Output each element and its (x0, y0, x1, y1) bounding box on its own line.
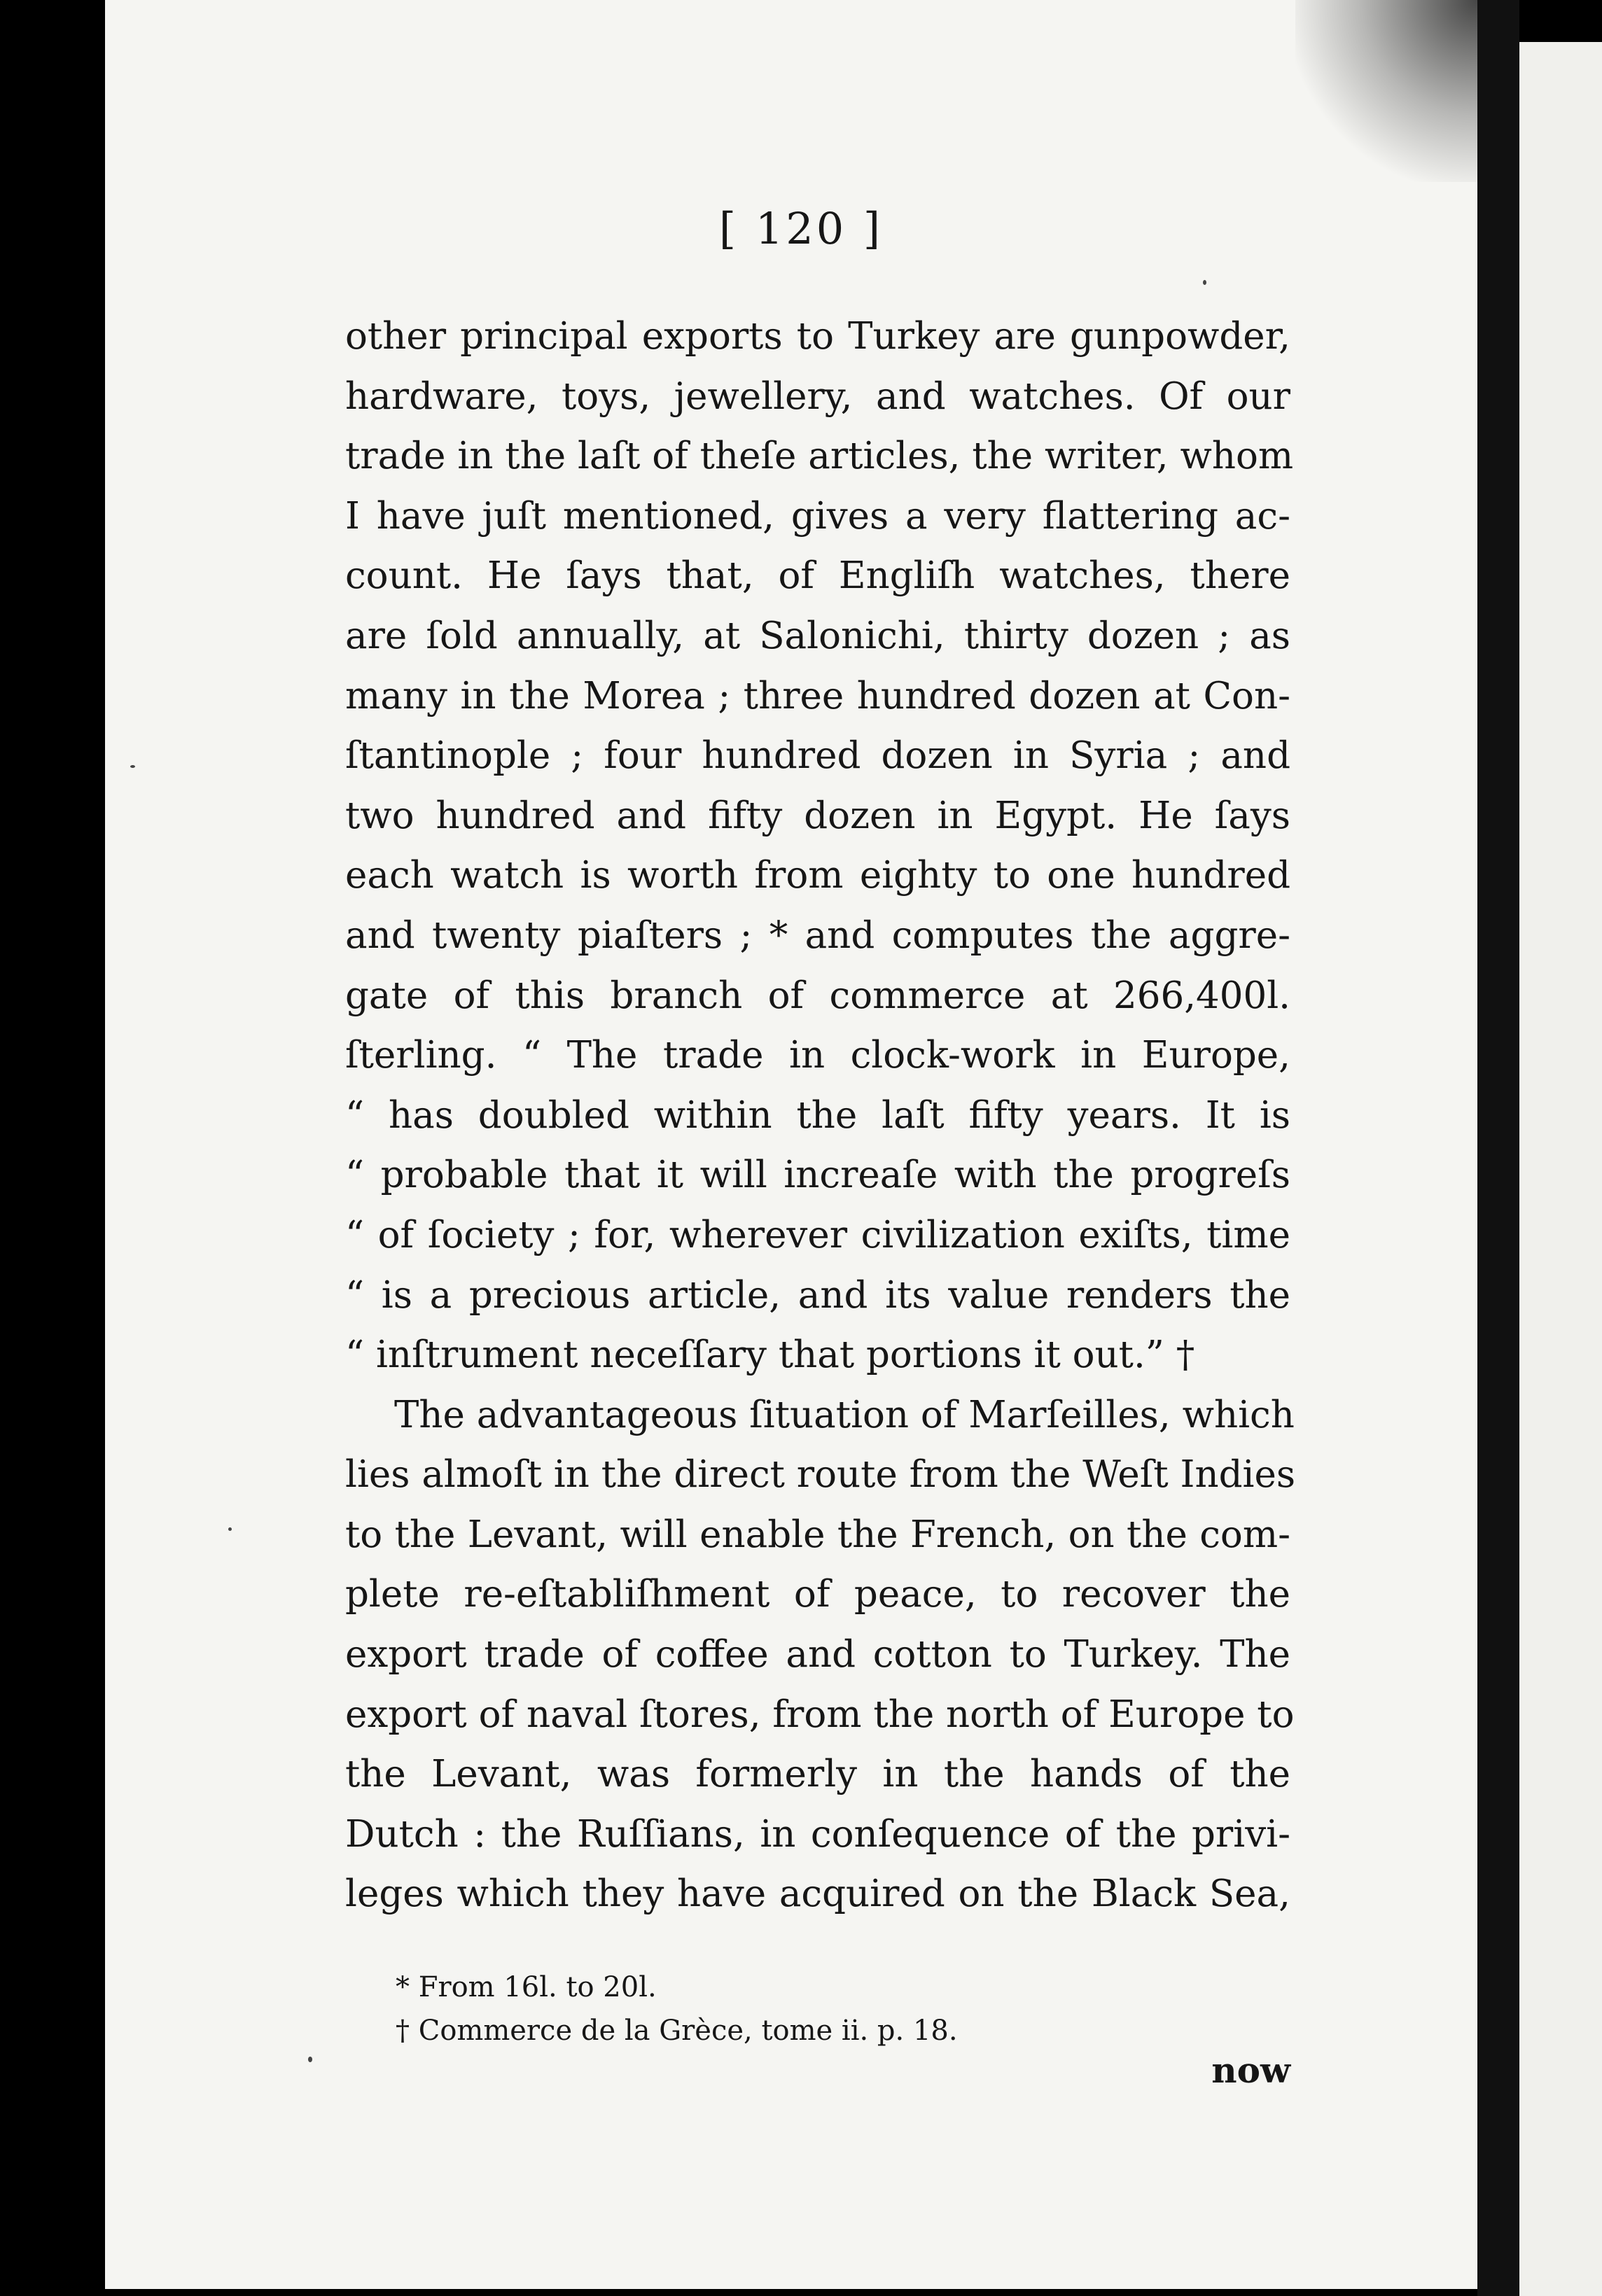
text-line: each watch is worth from eighty to one hundred (345, 854, 1290, 897)
text-line: “ has doubled within the laſt fifty years. It is (345, 1093, 1290, 1137)
text-line: export trade of coffee and cotton to Turkey. The (345, 1633, 1290, 1676)
corner-shadow (1295, 0, 1477, 182)
text-line: plete re-eſtabliſhment of peace, to recover the (345, 1573, 1290, 1616)
ink-speck (1203, 280, 1206, 285)
paragraph-start-line: The advantageous ſituation of Marſeilles, which (394, 1393, 1295, 1436)
text-line: other principal exports to Turkey are gunpowder, (345, 315, 1290, 358)
ink-speck (130, 765, 135, 768)
text-line: trade in the laſt of theſe articles, the writer, whom (345, 435, 1294, 478)
ink-speck (228, 1527, 232, 1531)
text-line: are ſold annually, at Salonichi, thirty dozen ; as (345, 614, 1290, 657)
page-gutter (1477, 0, 1519, 2296)
text-line: export of naval ſtores, from the north of Europe to (345, 1693, 1295, 1736)
text-line: leges which they have acquired on the Black Sea, (345, 1872, 1290, 1916)
catchword: now (1211, 2050, 1290, 2091)
text-line: many in the Morea ; three hundred dozen at Con- (345, 674, 1290, 718)
text-line: lies almoſt in the direct route from the Weſt Indies (345, 1453, 1296, 1497)
body-text (345, 307, 1296, 1924)
footnote-2: † Commerce de la Grèce, tome ii. p. 18. (396, 2015, 958, 2047)
text-line: I have juſt mentioned, gives a very flattering ac- (345, 494, 1290, 538)
next-page-edge (1519, 42, 1602, 2296)
text-line: ſtantinople ; four hundred dozen in Syria ; and (345, 734, 1290, 778)
footnote-1: * From 16l. to 20l. (396, 1971, 657, 2003)
text-line: gate of this branch of commerce at 266,400l. (345, 974, 1290, 1017)
text-line: “ is a precious article, and its value renders the (345, 1273, 1290, 1317)
footnotes (396, 1966, 1236, 2052)
text-line: the Levant, was formerly in the hands of the (345, 1753, 1290, 1796)
page-number-header: [ 120 ] (718, 203, 884, 254)
text-line: “ of ſociety ; for, wherever civilization exiſts, time (345, 1213, 1290, 1256)
text-line: “ probable that it will increaſe with the progreſs (345, 1154, 1290, 1197)
text-line: “ inſtrument neceſſary that portions it out.” † (345, 1334, 1195, 1377)
text-line: and twenty piaſters ; * and computes the aggre- (345, 913, 1290, 957)
text-line: Dutch : the Ruſſians, in conſequence of the privi- (345, 1812, 1290, 1856)
ink-speck (308, 2057, 312, 2062)
text-line: ſterling. “ The trade in clock-work in Europe, (345, 1034, 1290, 1077)
text-line: to the Levant, will enable the French, on the com- (345, 1513, 1290, 1556)
text-line: count. He ſays that, of Engliſh watches, there (345, 554, 1290, 598)
text-line: two hundred and fifty dozen in Egypt. He ſays (345, 794, 1290, 837)
text-line: hardware, toys, jewellery, and watches. Of our (345, 374, 1290, 418)
